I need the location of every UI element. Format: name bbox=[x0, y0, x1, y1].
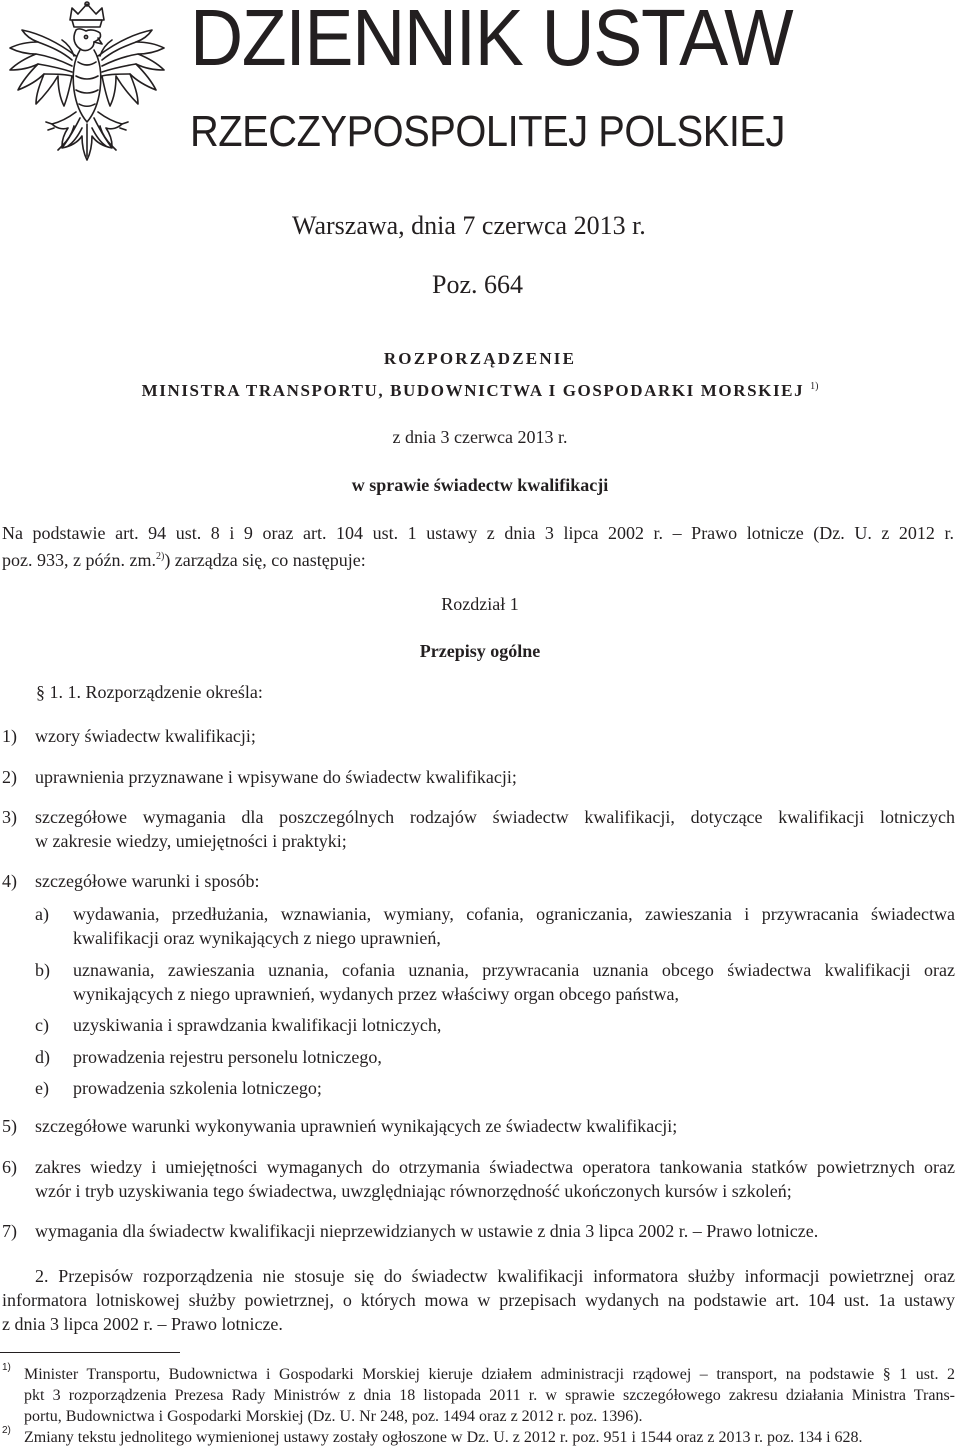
act-authority-text: MINISTRA TRANSPORTU, BUDOWNICTWA I GOSPODARKI MORSKIEJ bbox=[141, 381, 805, 400]
footnote-1-line-3: portu, Budownictwa i Gospodarki Morskiej (Dz. U. Nr 248, poz. 1494 oraz z 2012 r. poz. 1396). bbox=[24, 1408, 643, 1425]
item-6-line-2: wzór i tryb uzyskiwania tego świadectwa, uwzględniając równorzędność ukończonych kursów i szkoleń; bbox=[35, 1181, 792, 1201]
item-2-number: 2) bbox=[2, 767, 17, 787]
item-4c-text: uzyskiwania i sprawdzania kwalifikacji lotniczych, bbox=[73, 1015, 442, 1035]
publication-date: Warszawa, dnia 7 czerwca 2013 r. bbox=[292, 211, 646, 240]
preamble-line-2-start: poz. 933, z późn. zm. bbox=[2, 550, 156, 570]
item-4-number: 4) bbox=[2, 871, 17, 891]
item-4a-line-1: wydawania, przedłużania, wznawiania, wymiany, cofania, ograniczania, zawieszania i przywracania świadectwa bbox=[73, 904, 955, 924]
item-4e-text: prowadzenia szkolenia lotniczego; bbox=[73, 1078, 322, 1098]
footnote-2-mark: 2) bbox=[2, 1425, 11, 1436]
footnote-1-mark: 1) bbox=[2, 1362, 11, 1373]
chapter-title: Przepisy ogólne bbox=[419, 641, 541, 661]
paragraph-2-line-2: informatora lotniskowej służby powietrznej, o których mowa w przepisach wydanych na podstawie art. 104 ust. 1a ustawy bbox=[2, 1290, 955, 1310]
footnote-1-line-1: Minister Transportu, Budownictwa i Gospodarki Morskiej kieruje działem administracji rządowej – transport, na podstawie § 1 ust. 2 bbox=[24, 1366, 955, 1383]
item-4d-letter: d) bbox=[35, 1047, 50, 1067]
item-6-number: 6) bbox=[2, 1157, 17, 1177]
journal-title: DZIENNIK USTAW bbox=[190, 0, 793, 82]
paragraph-2-line-3: z dnia 3 lipca 2002 r. – Prawo lotnicze. bbox=[2, 1314, 283, 1334]
item-4d-text: prowadzenia rejestru personelu lotniczego, bbox=[73, 1047, 382, 1067]
act-authority bbox=[0, 379, 960, 403]
item-2-text: uprawnienia przyznawane i wpisywane do świadectw kwalifikacji; bbox=[35, 767, 517, 787]
item-4a-line-2: kwalifikacji oraz wynikających z niego uprawnień, bbox=[73, 928, 441, 948]
item-7-text: wymagania dla świadectw kwalifikacji nieprzewidzianych w ustawie z dnia 3 lipca 2002 r. – Prawo lotnicze. bbox=[35, 1221, 819, 1241]
item-3-number: 3) bbox=[2, 807, 17, 827]
item-4b-line-1: uznawania, zawieszania uznania, cofania uznania, przywracania uznania obcego świadectwa kwalifikacji oraz bbox=[73, 960, 955, 980]
item-4c-letter: c) bbox=[35, 1015, 49, 1035]
chapter-number: Rozdział 1 bbox=[441, 594, 519, 614]
item-7-number: 7) bbox=[2, 1221, 17, 1241]
preamble-line-1: Na podstawie art. 94 ust. 8 i 9 oraz art. 104 ust. 1 ustawy z dnia 3 lipca 2002 r. – Prawo lotnicze (Dz. U. z 2012 r. bbox=[2, 523, 954, 543]
act-subject: w sprawie świadectw kwalifikacji bbox=[351, 475, 609, 495]
paragraph-1-intro: § 1. 1. Rozporządzenie określa: bbox=[36, 682, 263, 702]
footnote-ref-1[interactable]: 1) bbox=[810, 381, 819, 392]
preamble-line-2-end: ) zarządza się, co następuje: bbox=[164, 550, 366, 570]
item-4e-letter: e) bbox=[35, 1078, 49, 1098]
journal-subtitle: RZECZYPOSPOLITEJ POLSKIEJ bbox=[190, 107, 785, 156]
polish-eagle-emblem-icon bbox=[2, 0, 172, 178]
item-4b-line-2: wynikających z niego uprawnień, wydanych przez właściwy organ obcego państwa, bbox=[73, 984, 679, 1004]
item-5-text: szczegółowe warunki wykonywania uprawnień wynikających ze świadectw kwalifikacji; bbox=[35, 1116, 678, 1136]
item-4b-letter: b) bbox=[35, 960, 50, 980]
footnote-2-line-1: Zmiany tekstu jednolitego wymienionej ustawy zostały ogłoszone w Dz. U. z 2012 r. poz. 951 i 1544 oraz z 2013 r. poz. 134 i 628. bbox=[24, 1429, 863, 1446]
item-1-text: wzory świadectw kwalifikacji; bbox=[35, 726, 256, 746]
footnote-1-line-2: pkt 3 rozporządzenia Prezesa Rady Ministrów z dnia 18 listopada 2011 r. w sprawie szczegółowego zakresu działania Ministra Trans- bbox=[24, 1387, 955, 1404]
footnote-separator bbox=[0, 1352, 180, 1353]
item-5-number: 5) bbox=[2, 1116, 17, 1136]
act-date: z dnia 3 czerwca 2013 r. bbox=[392, 427, 568, 447]
position-number: Poz. 664 bbox=[432, 270, 523, 299]
item-3-line-1: szczegółowe wymagania dla poszczególnych rodzajów świadectw kwalifikacji, dotyczące kwalifikacji lotniczych bbox=[35, 807, 955, 827]
footnote-ref-2[interactable]: 2) bbox=[155, 551, 165, 562]
item-4a-letter: a) bbox=[35, 904, 49, 924]
act-type: ROZPORZĄDZENIE bbox=[383, 349, 577, 368]
item-1-number: 1) bbox=[2, 726, 17, 746]
item-6-line-1: zakres wiedzy i umiejętności wymaganych do otrzymania świadectwa operatora tankowania statków powietrznych oraz bbox=[35, 1157, 955, 1177]
paragraph-2-line-1: 2. Przepisów rozporządzenia nie stosuje się do świadectw kwalifikacji informatora służby informacji powietrznej oraz bbox=[35, 1266, 955, 1286]
item-3-line-2: w zakresie wiedzy, umiejętności i praktyki; bbox=[35, 831, 347, 851]
preamble-line-2 bbox=[2, 548, 366, 572]
item-4-text: szczegółowe warunki i sposób: bbox=[35, 871, 260, 891]
